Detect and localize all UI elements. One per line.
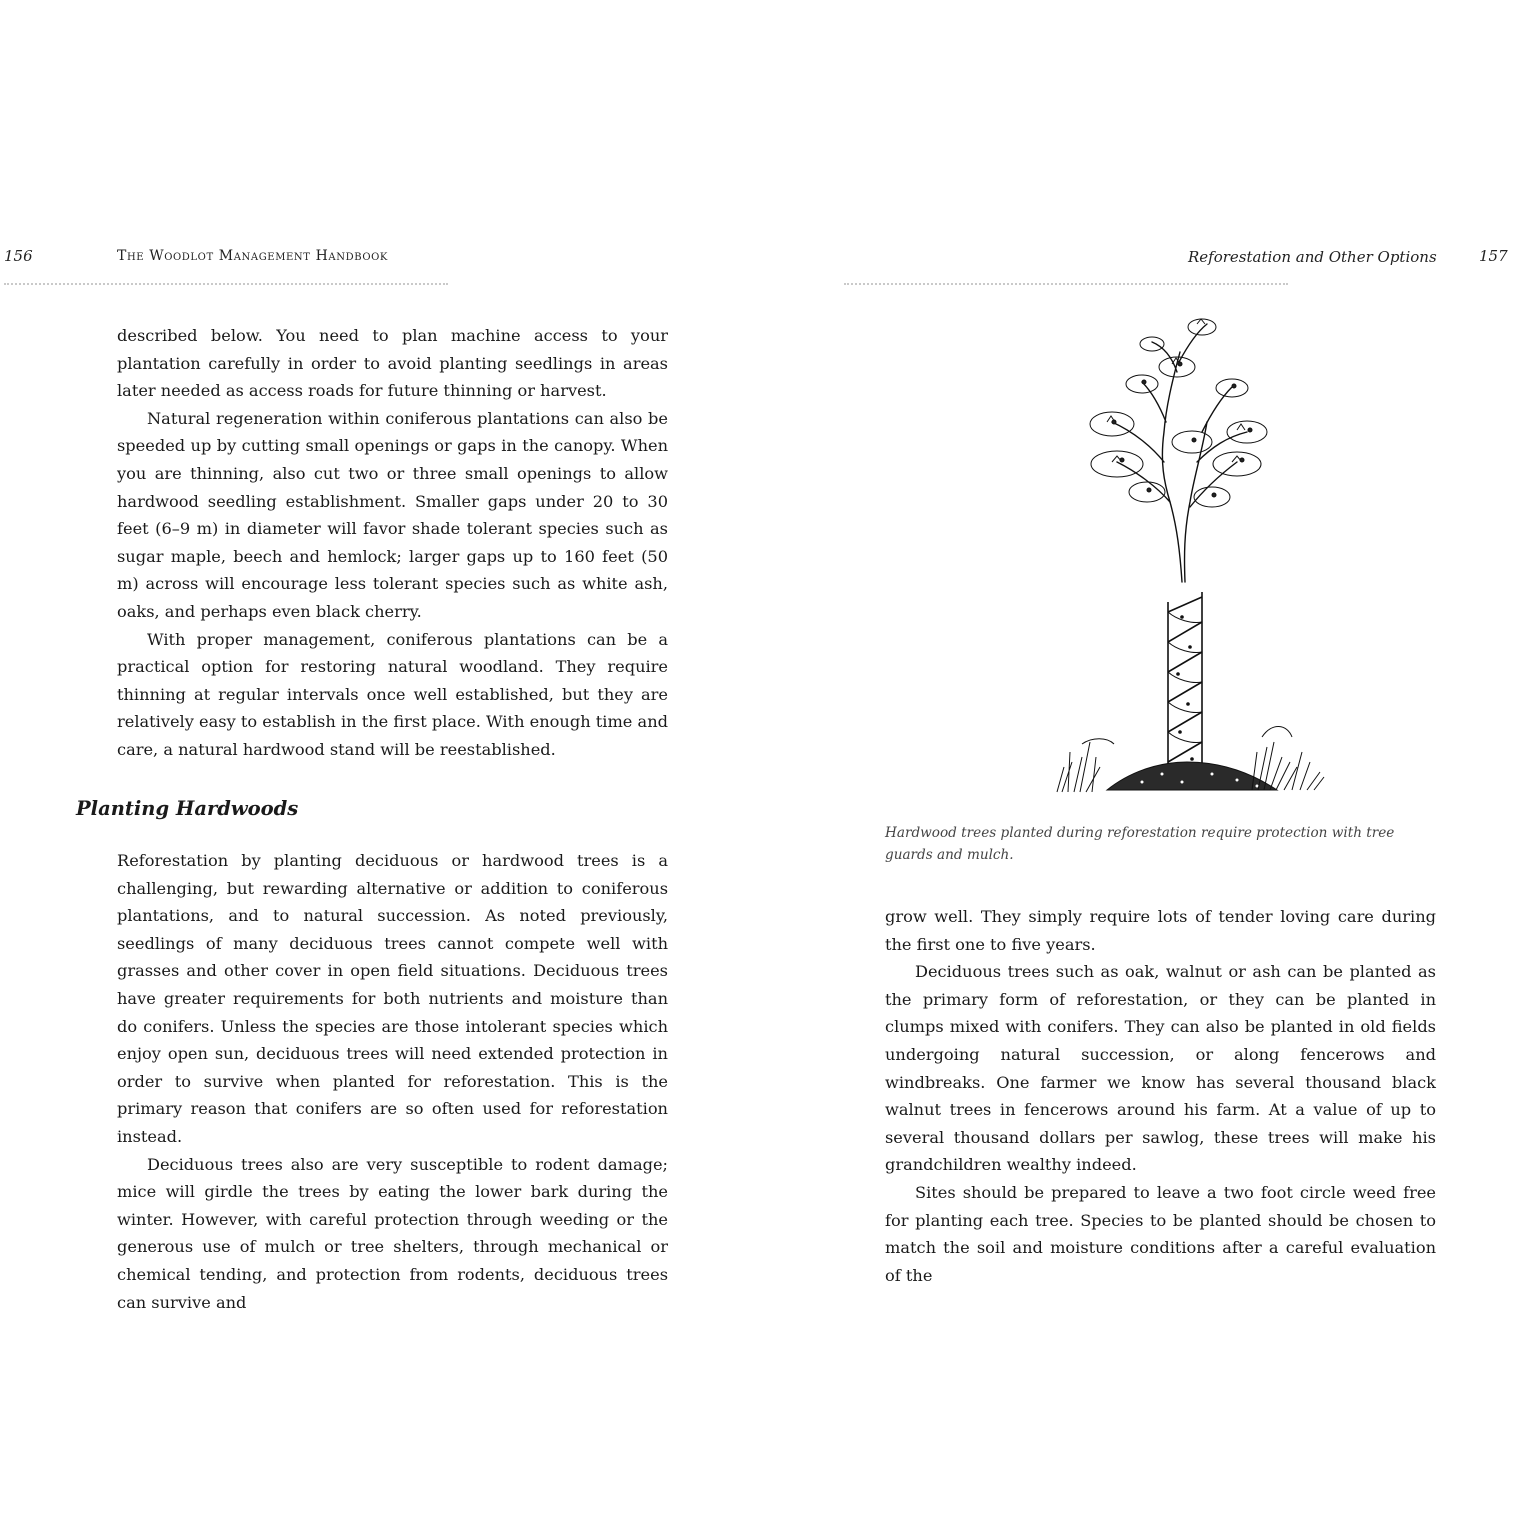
running-head-right: Reforestation and Other Options bbox=[1188, 248, 1437, 266]
page-number-right: 157 bbox=[1479, 247, 1508, 265]
right-page bbox=[757, 0, 1513, 1513]
body-text-top bbox=[117, 322, 668, 764]
section-heading: Planting Hardwoods bbox=[76, 797, 299, 820]
tree-illustration bbox=[1052, 312, 1332, 812]
paragraph: grow well. They simply require lots of tender loving care during the first one to five years. bbox=[885, 907, 1436, 954]
page-number-left: 156 bbox=[4, 247, 33, 265]
left-page bbox=[0, 0, 756, 1513]
paragraph: Deciduous trees such as oak, walnut or ash can be planted as the primary form of reforestation, or they can be planted in clumps mixed with conifers. They can also be planted in old fields undergoing natural succession, or along fencerows and windbreaks. One farmer we know has several thousand black walnut trees in fencerows around his farm. At a value of up to several thousand dollars per sawlog, these trees will make his grandchildren wealthy indeed. bbox=[885, 962, 1436, 1175]
paragraph: described below. You need to plan machine access to your plantation carefully in order to avoid planting seedlings in areas later needed as access roads for future thinning or harvest. bbox=[117, 326, 668, 401]
figure-caption: Hardwood trees planted during reforestation require protection with tree guards and mulch. bbox=[885, 825, 1395, 863]
paragraph: Natural regeneration within coniferous plantations can also be speeded up by cutting small openings or gaps in the canopy. When you are thinning, also cut two or three small openings to allow hardwood seedling establishment. Smaller gaps under 20 to 30 feet (6–9 m) in diameter will favor shade tolerant species such as sugar maple, beech and hemlock; larger gaps up to 160 feet (50 m) across will encourage less tolerant species such as white ash, oaks, and perhaps even black cherry. bbox=[117, 408, 668, 621]
body-text-right bbox=[885, 903, 1436, 1289]
header-rule-left bbox=[4, 283, 448, 285]
header-rule-right bbox=[844, 283, 1288, 285]
paragraph: Reforestation by planting deciduous or hardwood trees is a challenging, but rewarding alternative or addition to coniferous plantations, and to natural succession. As noted previously, seedlings of many deciduous trees cannot compete well with grasses and other cover in open field situations. Deciduous trees have greater requirements for both nutrients and moisture than do conifers. Unless the species are those intolerant species which enjoy open sun, deciduous trees will need extended protection in order to survive when planted for reforestation. This is the primary reason that conifers are so often used for reforestation instead. bbox=[117, 851, 668, 1146]
running-head-left: The Woodlot Management Handbook bbox=[117, 248, 388, 264]
paragraph: Sites should be prepared to leave a two foot circle weed free for planting each tree. Species to be planted should be chosen to match the soil and moisture conditions after a careful evaluation of the bbox=[885, 1182, 1436, 1285]
paragraph: Deciduous trees also are very susceptible to rodent damage; mice will girdle the trees by eating the lower bark during the winter. However, with careful protection through weeding or the generous use of mulch or tree shelters, through mechanical or chemical tending, and protection from rodents, deciduous trees can survive and bbox=[117, 1154, 668, 1312]
body-text-bottom bbox=[117, 847, 668, 1316]
paragraph: With proper management, coniferous plantations can be a practical option for restoring natural woodland. They require thinning at regular intervals once well established, but they are relatively easy to establish in the first place. With enough time and care, a natural hardwood stand will be reestablished. bbox=[117, 629, 668, 759]
